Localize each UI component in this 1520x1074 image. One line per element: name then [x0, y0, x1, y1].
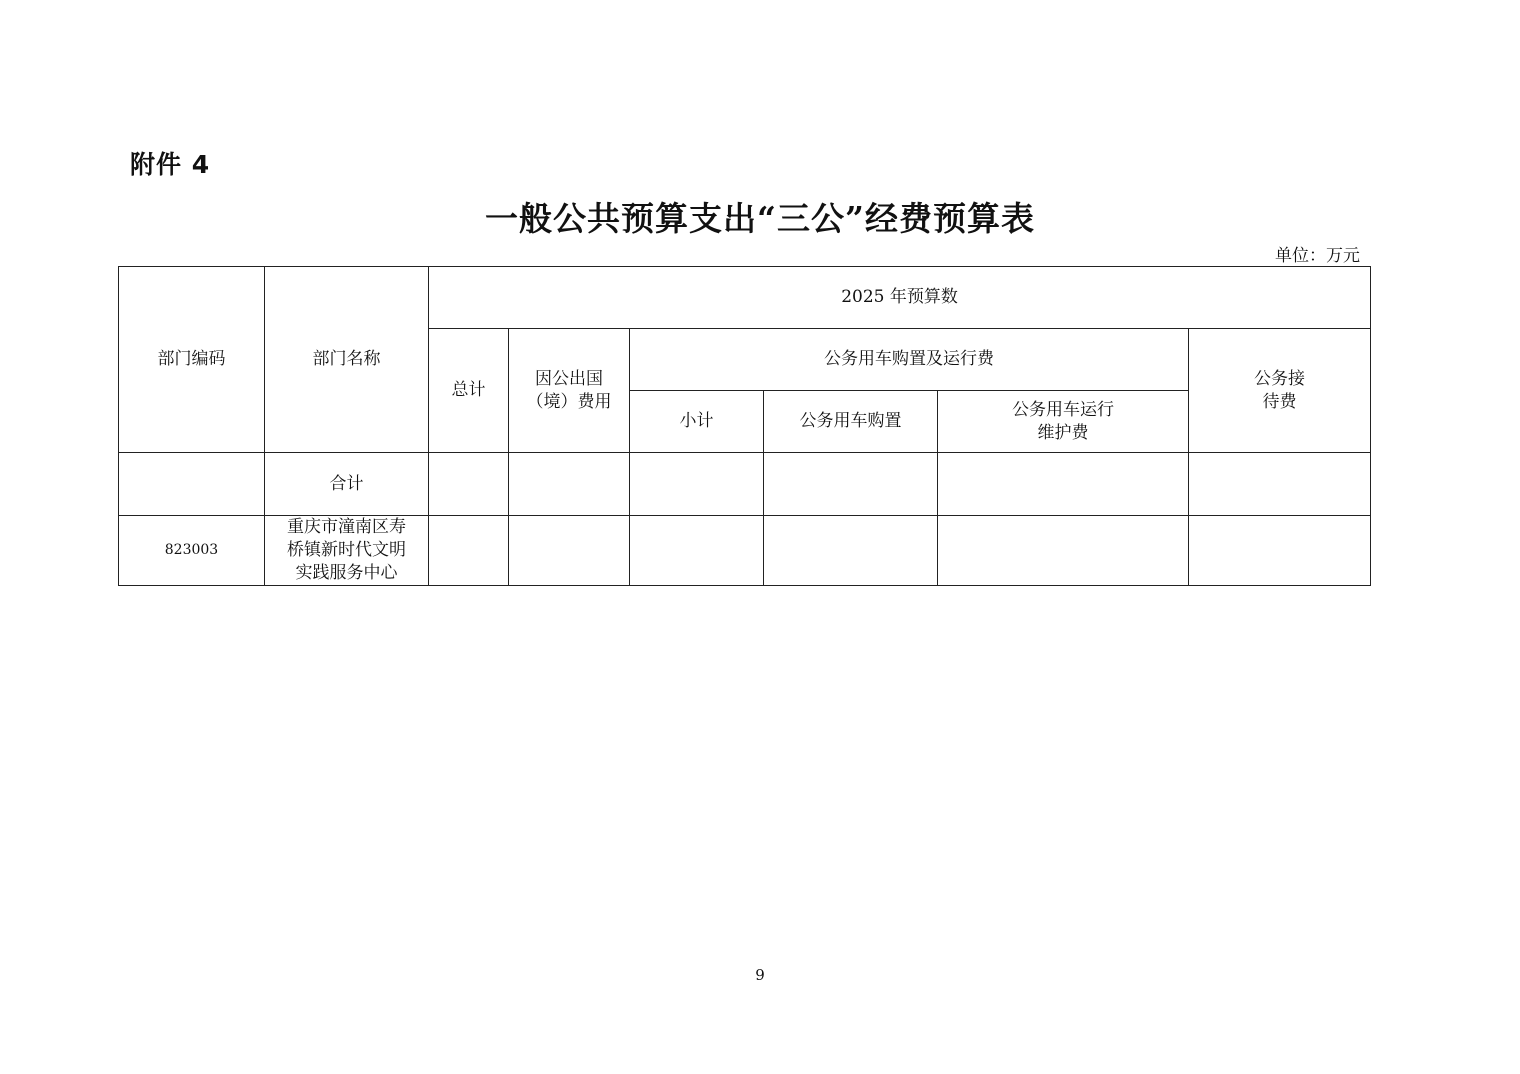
- header-vehicle-purchase: 公务用车购置: [764, 391, 938, 453]
- header-budget-year: 2025 年预算数: [429, 267, 1371, 329]
- cell-vehicle-purchase: [764, 516, 938, 586]
- cell-subtotal: [630, 453, 764, 516]
- header-vehicle-maintenance: 公务用车运行维护费: [938, 391, 1189, 453]
- cell-reception: [1189, 453, 1371, 516]
- cell-vehicle-purchase: [764, 453, 938, 516]
- header-vehicle-group: 公务用车购置及运行费: [630, 329, 1189, 391]
- cell-total: [429, 453, 509, 516]
- cell-vehicle-maintenance: [938, 516, 1189, 586]
- cell-dept-code: 823003: [119, 516, 265, 586]
- cell-dept-name: 重庆市潼南区寿桥镇新时代文明实践服务中心: [265, 516, 429, 586]
- header-overseas-expense: 因公出国（境）费用: [509, 329, 630, 453]
- attachment-label: 附件 4: [130, 150, 211, 179]
- page-title: 一般公共预算支出“三公”经费预算表: [485, 199, 1035, 238]
- cell-reception: [1189, 516, 1371, 586]
- cell-dept-name: 合计: [265, 453, 429, 516]
- cell-overseas: [509, 516, 630, 586]
- cell-overseas: [509, 453, 630, 516]
- header-reception-expense: 公务接待费: [1189, 329, 1371, 453]
- cell-subtotal: [630, 516, 764, 586]
- unit-label: 单位：万元: [1275, 246, 1360, 266]
- page-number: 9: [755, 966, 765, 984]
- header-subtotal: 小计: [630, 391, 764, 453]
- budget-table: [118, 266, 1371, 586]
- cell-total: [429, 516, 509, 586]
- header-total: 总计: [429, 329, 509, 453]
- cell-dept-code: [119, 453, 265, 516]
- header-dept-code: 部门编码: [119, 267, 265, 453]
- header-dept-name: 部门名称: [265, 267, 429, 453]
- table-row: [119, 453, 1371, 516]
- cell-vehicle-maintenance: [938, 453, 1189, 516]
- table-row: [119, 516, 1371, 586]
